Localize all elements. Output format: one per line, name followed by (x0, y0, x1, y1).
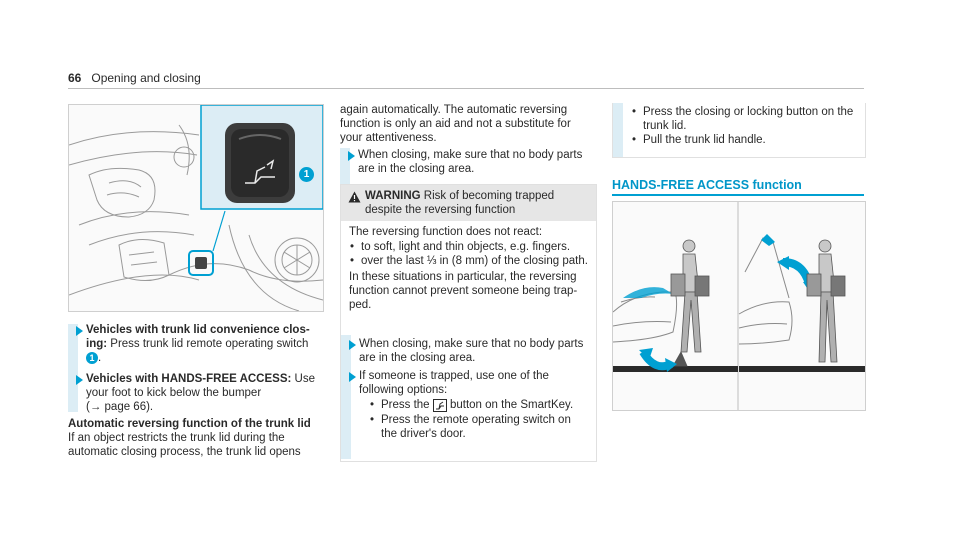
list-item (369, 398, 585, 412)
step-title: Vehicles with trunk lid convenience clos-ing: (86, 324, 310, 351)
page-reference-link[interactable]: (→ page 66). (86, 401, 154, 414)
warning-paragraph: In these situations in particular, the reversing function cannot prevent someone being trap-ped. (349, 271, 578, 312)
list-item: • to soft, light and thin objects, e.g. fingers. (349, 240, 588, 254)
warning-title: Risk of becoming trapped despite the reversing function (365, 190, 555, 217)
step-bar (341, 335, 351, 459)
step-text: If someone is trapped, use one of the following options: (359, 370, 549, 397)
step-text: When closing, make sure that no body parts are in the closing area. (358, 149, 583, 176)
step-text: Use your foot to kick below the bumper (86, 373, 315, 400)
continued-bullets (631, 105, 857, 148)
warning-step-trapped (359, 369, 585, 441)
step-trunk-convenience: Vehicles with trunk lid convenience clos-ing: Press trunk lid remote operating switch 1 . (86, 323, 322, 366)
small-switch-highlight (189, 251, 213, 275)
hands-free-drawing (613, 202, 865, 410)
door-panel-illustration (68, 104, 324, 312)
list-item: • Pull the trunk lid handle. (631, 133, 857, 147)
page-header (68, 71, 201, 85)
door-panel-drawing (69, 105, 323, 311)
header-rule (68, 88, 864, 89)
trunk-button-icon (433, 399, 447, 412)
list-item-text: Press the (381, 399, 430, 412)
warning-intro: The reversing function does not react: (349, 226, 543, 239)
warning-box (340, 184, 597, 462)
callout-ref: 1 (86, 352, 98, 364)
step-closing-check (358, 148, 594, 176)
page-number: 66 (68, 71, 82, 85)
step-title: Vehicles with HANDS-FREE ACCESS: (86, 373, 292, 385)
callout-1: 1 (299, 167, 314, 182)
warning-header (341, 185, 596, 221)
warning-bullets (349, 240, 588, 268)
step-text: When closing, make sure that no body parts are in the closing area. (359, 338, 584, 365)
step-arrow-icon (76, 326, 83, 336)
step-bar (68, 324, 78, 412)
reversing-heading-block (68, 417, 322, 460)
list-item: • Press the remote operating switch on the driver's door. (369, 413, 585, 441)
step-arrow-icon (348, 151, 355, 161)
list-item-text: button on the SmartKey. (449, 399, 574, 412)
list-item: • Press the closing or locking button on the trunk lid. (631, 105, 857, 133)
hands-free-illustration (612, 201, 866, 411)
heading-rule (612, 194, 864, 196)
warning-label: WARNING (365, 190, 421, 202)
step-bar (613, 103, 623, 157)
section-title: Opening and closing (91, 71, 201, 85)
list-item: • over the last ⅓ in (8 mm) of the closing path. (349, 254, 588, 268)
step-arrow-icon (349, 340, 356, 350)
step-text: Press trunk lid remote operating switch (107, 338, 309, 351)
warning-triangle-icon (348, 191, 361, 203)
warning-body (341, 221, 596, 312)
body-paragraph: If an object restricts the trunk lid during the automatic closing process, the trunk lid opens (68, 432, 301, 459)
hands-free-heading: HANDS-FREE ACCESS function (612, 178, 802, 192)
warning-step-closing (359, 337, 585, 365)
option-bullets (369, 398, 585, 441)
body-paragraph-continued: again automatically. The automatic reversing function is only an aid and not a substitute for your attentiveness. (340, 104, 571, 145)
warning-box-continued (612, 103, 866, 158)
step-arrow-icon (349, 372, 356, 382)
step-hands-free (86, 372, 322, 415)
section-heading: Automatic reversing function of the trunk lid (68, 418, 311, 430)
step-arrow-icon (76, 375, 83, 385)
